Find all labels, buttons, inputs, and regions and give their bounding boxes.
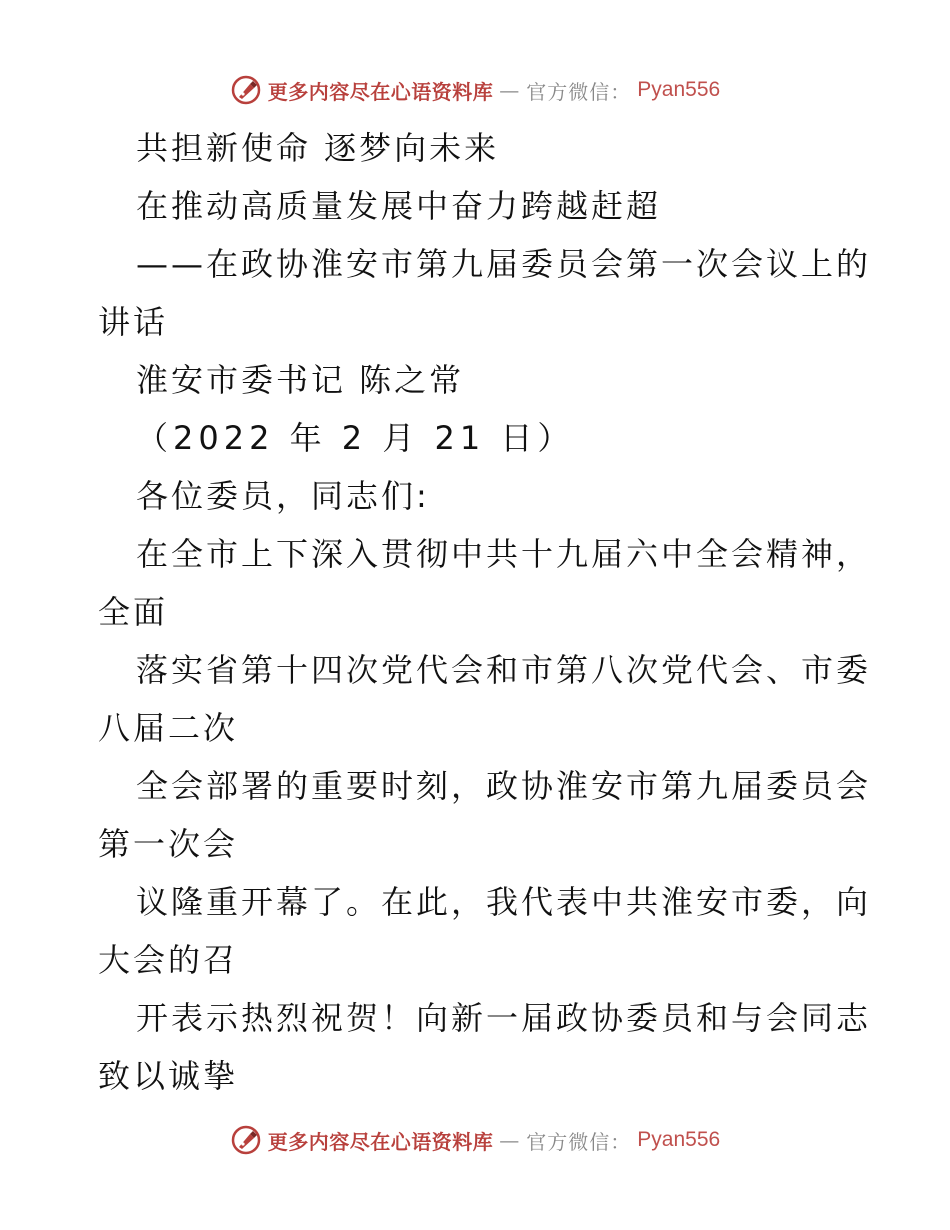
speaker-line: 淮安市委书记 陈之常 bbox=[136, 361, 465, 399]
watermark-wechat-id: Pyan556 bbox=[637, 78, 721, 101]
watermark-separator: — bbox=[499, 1128, 521, 1152]
body-line: 致以诚挚 bbox=[98, 1057, 239, 1095]
body-line: 全面 bbox=[98, 593, 169, 631]
watermark-site-text: 更多内容尽在心语资料库 bbox=[267, 79, 494, 104]
footer-watermark bbox=[0, 1120, 950, 1160]
pen-nib-logo-icon bbox=[230, 1124, 262, 1156]
watermark-separator: — bbox=[499, 78, 521, 102]
body-line: 全会部署的重要时刻，政协淮安市第九届委员会 bbox=[136, 767, 872, 805]
date-line: （2022 年 2 月 21 日） bbox=[136, 419, 575, 457]
watermark-wechat-id: Pyan556 bbox=[637, 1128, 721, 1151]
document-body bbox=[98, 122, 872, 1108]
body-line: 在全市上下深入贯彻中共十九届六中全会精神， bbox=[136, 535, 872, 573]
watermark-wechat-label: 官方微信： bbox=[526, 1129, 632, 1154]
body-line: 开表示热烈祝贺！向新一届政协委员和与会同志 bbox=[136, 999, 872, 1037]
body-line: 落实省第十四次党代会和市第八次党代会、市委 bbox=[136, 651, 872, 689]
body-line: 第一次会 bbox=[98, 825, 239, 863]
greeting-line: 各位委员，同志们: bbox=[136, 477, 430, 515]
subtitle-line-1: ——在政协淮安市第九届委员会第一次会议上的 bbox=[136, 245, 872, 283]
header-watermark bbox=[0, 70, 950, 110]
body-line: 议隆重开幕了。在此，我代表中共淮安市委，向 bbox=[136, 883, 872, 921]
title-line-1: 共担新使命 逐梦向未来 bbox=[136, 129, 500, 167]
subtitle-line-2: 讲话 bbox=[98, 303, 169, 341]
title-line-2: 在推动高质量发展中奋力跨越赶超 bbox=[136, 187, 662, 225]
body-line: 大会的召 bbox=[98, 941, 239, 979]
pen-nib-logo-icon bbox=[230, 74, 262, 106]
body-line: 八届二次 bbox=[98, 709, 239, 747]
watermark-wechat-label: 官方微信： bbox=[526, 79, 632, 104]
watermark-site-text: 更多内容尽在心语资料库 bbox=[267, 1129, 494, 1154]
